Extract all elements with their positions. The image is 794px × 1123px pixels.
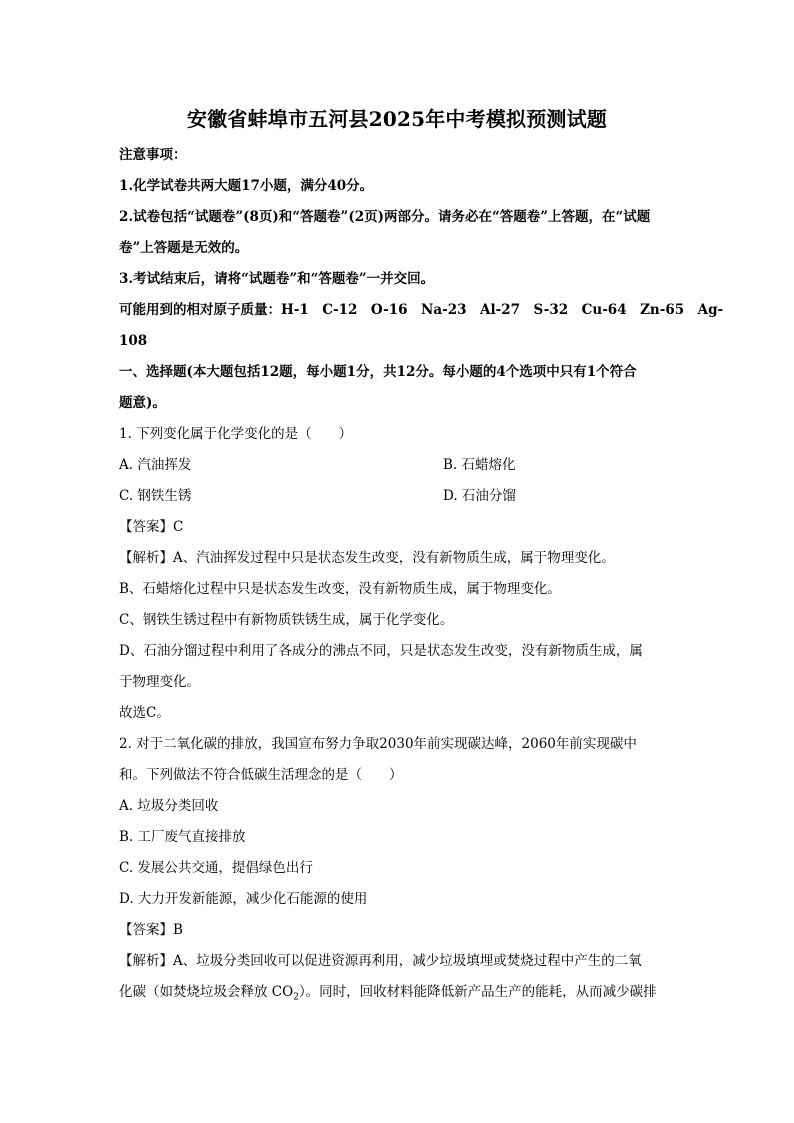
question-2-analysis-line-2 bbox=[119, 977, 675, 1008]
question-2-option-c: C. 发展公共交通，提倡绿色出行 bbox=[119, 860, 313, 876]
question-1-analysis-line-5: 于物理变化。 bbox=[119, 674, 200, 690]
question-1-analysis-line-1: 【解析】A、汽油挥发过程中只是状态发生改变，没有新物质生成，属于物理变化。 bbox=[119, 550, 615, 566]
question-1-options-row-1 bbox=[119, 450, 675, 481]
question-1-option-c: C. 钢铁生锈 bbox=[119, 488, 192, 504]
analysis-text-before-formula: 化碳（如焚烧垃圾会释放 CO bbox=[119, 984, 294, 1000]
note-item-2-line-2: 卷”上答题是无效的。 bbox=[119, 240, 249, 256]
question-2-analysis-line-1: 【解析】A、垃圾分类回收可以促进资源再利用，减少垃圾填埋或焚烧过程中产生的二氧 bbox=[119, 953, 642, 969]
analysis-text-after-formula: ）。同时，回收材料能降低新产品生产的能耗，从而减少碳排 bbox=[298, 984, 657, 1000]
question-2-option-a: A. 垃圾分类回收 bbox=[119, 798, 219, 814]
exam-page bbox=[119, 96, 724, 1008]
page-title: 安徽省蚌埠市五河县2025年中考模拟预测试题 bbox=[186, 107, 608, 131]
question-1-analysis-line-3: C、钢铁生锈过程中有新物质铁锈生成，属于化学变化。 bbox=[119, 612, 454, 628]
question-2-stem-line-2: 和。下列做法不符合低碳生活理念的是（ ） bbox=[119, 767, 403, 783]
question-1-options-row-2 bbox=[119, 481, 675, 512]
question-1-analysis-line-2: B、石蜡熔化过程中只是状态发生改变，没有新物质生成，属于物理变化。 bbox=[119, 581, 561, 597]
atomic-mass-line-1: 可能用到的相对原子质量：H-1 C-12 O-16 Na-23 Al-27 S-32 Cu-64 Zn-65 Ag- bbox=[119, 302, 724, 318]
note-item-3: 3.考试结束后，请将“试题卷”和“答题卷”一并交回。 bbox=[119, 271, 435, 287]
question-1-conclusion: 故选C。 bbox=[119, 705, 170, 721]
question-2-stem-line-1: 2. 对于二氧化碳的排放，我国宣布努力争取2030年前实现碳达峰，2060年前实现碳中 bbox=[119, 736, 637, 752]
question-2-option-b: B. 工厂废气直接排放 bbox=[119, 829, 246, 845]
notes-heading: 注意事项： bbox=[119, 147, 187, 163]
question-1-analysis-line-4: D、石油分馏过程中利用了各成分的沸点不同，只是状态发生改变，没有新物质生成，属 bbox=[119, 643, 643, 659]
note-item-2-line-1: 2.试卷包括“试题卷”(8页)和“答题卷”(2页)两部分。请务必在“答题卷”上答题，在“试题 bbox=[119, 209, 651, 225]
question-2-option-d: D. 大力开发新能源，减少化石能源的使用 bbox=[119, 891, 368, 907]
question-2-answer: 【答案】B bbox=[119, 922, 183, 938]
question-1-option-d: D. 石油分馏 bbox=[443, 488, 516, 504]
question-1-option-b: B. 石蜡熔化 bbox=[443, 457, 516, 473]
section-heading-line-1: 一、选择题(本大题包括12题，每小题1分，共12分。每小题的4个选项中只有1个符合 bbox=[119, 364, 637, 380]
co2-subscript: 2 bbox=[293, 992, 299, 1003]
note-item-1: 1.化学试卷共两大题17小题，满分40分。 bbox=[119, 178, 374, 194]
atomic-mass-line-2: 108 bbox=[119, 333, 148, 349]
question-1-stem: 1. 下列变化属于化学变化的是（ ） bbox=[119, 426, 353, 442]
section-heading-line-2: 题意)。 bbox=[119, 395, 166, 411]
question-1-option-a: A. 汽油挥发 bbox=[119, 457, 192, 473]
question-1-answer: 【答案】C bbox=[119, 519, 184, 535]
